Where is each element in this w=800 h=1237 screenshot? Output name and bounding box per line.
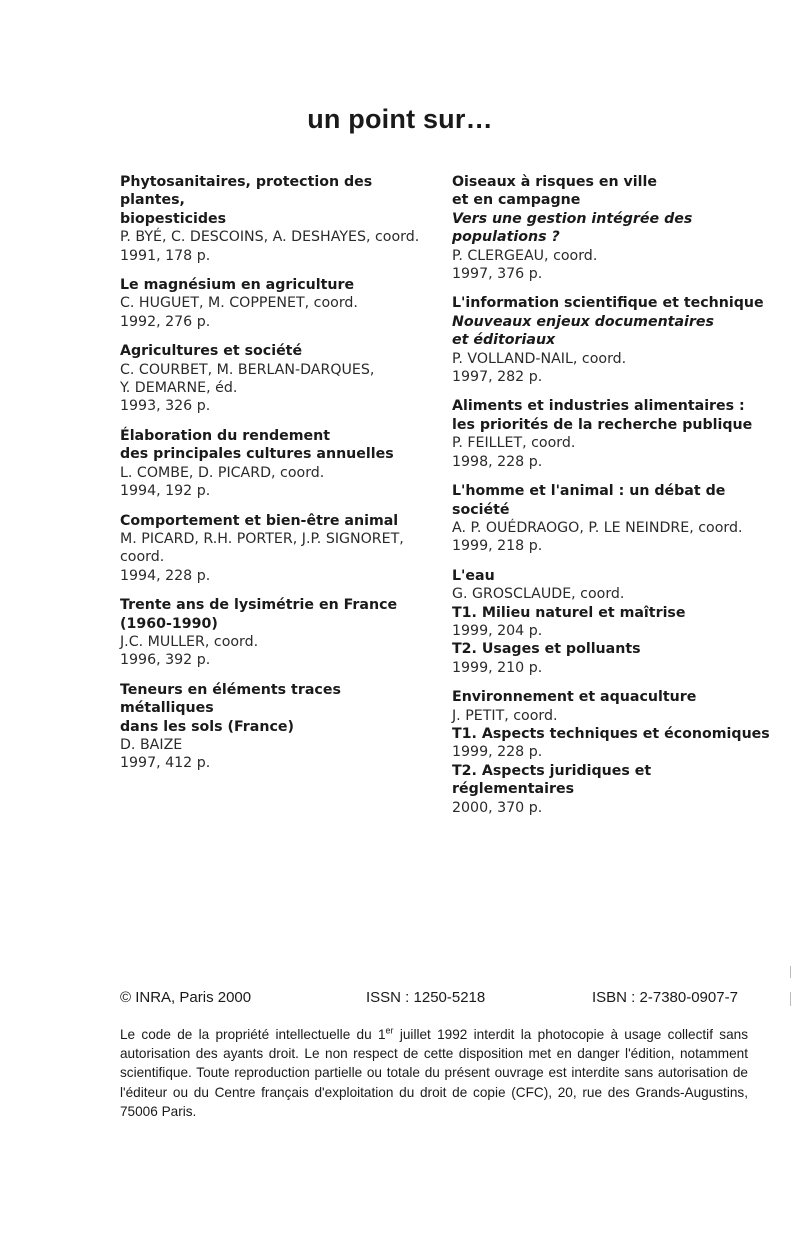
- list-item: [120, 596, 420, 670]
- entry-title: Aliments et industries alimentaires :: [452, 398, 745, 415]
- entry-title: Oiseaux à risques en ville: [452, 174, 657, 190]
- entry-title: L'eau: [452, 567, 495, 584]
- legal-superscript: er: [385, 1025, 394, 1036]
- entry-authors: C. HUGUET, M. COPPENET, coord.: [120, 295, 358, 312]
- entry-title: biopesticides: [120, 210, 227, 227]
- entry-meta: 1999, 210 p.: [452, 659, 543, 676]
- entry-title: (1960-1990): [120, 615, 218, 632]
- entry-authors: C. COURBET, M. BERLAN-DARQUES,: [120, 361, 375, 378]
- entry-meta: 1997, 376 p.: [452, 266, 543, 283]
- entry-title: Comportement et bien-être animal: [120, 512, 399, 529]
- entry-subtitle: Vers une gestion intégrée des populations ?: [452, 210, 693, 246]
- entry-meta: 1999, 204 p.: [452, 622, 543, 639]
- entry-meta: 1999, 218 p.: [452, 538, 543, 555]
- entry-title: les priorités de la recherche publique: [452, 416, 753, 433]
- page-title: un point sur…: [307, 104, 493, 134]
- entry-meta: 1997, 282 p.: [452, 369, 543, 386]
- entry-title: L'information scientifique et technique: [452, 295, 764, 312]
- volume-label: T2. Usages et polluants: [452, 641, 641, 658]
- list-item: [120, 342, 420, 416]
- volume-label: T1. Milieu naturel et maîtrise: [452, 604, 686, 621]
- entry-subtitle: Nouveaux enjeux documentaires: [452, 313, 714, 330]
- entry-authors: P. CLERGEAU, coord.: [452, 247, 598, 264]
- entry-authors: A. P. OUÉDRAOGO, P. LE NEINDRE, coord.: [452, 519, 743, 536]
- entry-authors: coord.: [120, 549, 165, 566]
- entry-meta: 1999, 228 p.: [452, 744, 543, 761]
- left-column: [120, 173, 420, 784]
- list-item: [120, 681, 420, 773]
- scan-edge-mark: [790, 966, 791, 978]
- list-item: [452, 294, 772, 386]
- list-item: [120, 276, 420, 331]
- entry-title: Teneurs en éléments traces métalliques: [120, 681, 341, 717]
- entry-authors: J. PETIT, coord.: [452, 707, 558, 724]
- entry-authors: L. COMBE, D. PICARD, coord.: [120, 464, 325, 481]
- copyright-text: © INRA, Paris 2000: [120, 989, 252, 1006]
- entry-meta: 1992, 276 p.: [120, 313, 211, 330]
- entry-title: Phytosanitaires, protection des plantes,: [120, 174, 373, 209]
- list-item: [120, 427, 420, 501]
- entry-authors: P. FEILLET, coord.: [452, 435, 576, 452]
- list-item: [452, 688, 772, 817]
- entry-meta: 1998, 228 p.: [452, 453, 543, 470]
- volume-label: T1. Aspects techniques et économiques: [452, 725, 770, 742]
- entry-title: dans les sols (France): [120, 718, 294, 735]
- isbn-text: ISBN : 2-7380-0907-7: [592, 989, 738, 1006]
- list-item: [452, 567, 772, 677]
- list-item: [452, 397, 772, 471]
- entry-title: des principales cultures annuelles: [120, 446, 394, 463]
- entry-authors: D. BAIZE: [120, 736, 183, 753]
- entry-title: Élaboration du rendement: [120, 427, 331, 444]
- entry-title: et en campagne: [452, 192, 581, 209]
- entry-meta: 1994, 228 p.: [120, 567, 211, 584]
- entry-title: L'homme et l'animal : un débat de société: [452, 483, 726, 518]
- legal-notice: [120, 1025, 748, 1121]
- entry-title: Agricultures et société: [120, 343, 303, 360]
- volume-label: T2. Aspects juridiques et réglementaires: [452, 762, 652, 798]
- entry-meta: 1994, 192 p.: [120, 483, 211, 500]
- list-item: [120, 512, 420, 586]
- entry-meta: 1996, 392 p.: [120, 652, 211, 669]
- entry-meta: 1997, 412 p.: [120, 755, 211, 772]
- entry-authors: J.C. MULLER, coord.: [120, 633, 259, 650]
- list-item: [452, 173, 772, 283]
- entry-authors: Y. DEMARNE, éd.: [120, 380, 238, 397]
- scan-edge-mark: [790, 992, 791, 1006]
- entry-authors: G. GROSCLAUDE, coord.: [452, 586, 625, 603]
- entry-authors: P. VOLLAND-NAIL, coord.: [452, 350, 627, 367]
- entry-title: Trente ans de lysimétrie en France: [120, 597, 398, 614]
- issn-text: ISSN : 1250-5218: [366, 989, 486, 1006]
- entry-title: Le magnésium en agriculture: [120, 277, 355, 294]
- copyright-line: [120, 989, 740, 1009]
- entry-meta: 1993, 326 p.: [120, 398, 211, 415]
- entry-subtitle: et éditoriaux: [452, 332, 556, 349]
- entry-meta: 1991, 178 p.: [120, 247, 211, 264]
- list-item: [120, 173, 420, 265]
- legal-text: Le code de la propriété intellectuelle du 1: [120, 1027, 386, 1042]
- entry-authors: M. PICARD, R.H. PORTER, J.P. SIGNORET,: [120, 530, 404, 547]
- entry-meta: 2000, 370 p.: [452, 799, 543, 816]
- legal-text: juillet 1992 interdit la photocopie à usage collectif sans autorisation des ayants droit. Le non respect de cette disposition met en danger l'édition, notamment scientifique. Toute reproduction partielle ou totale du présent ouvrage est interdite sans autorisation de l'éditeur ou du Centre français d'exploitation du droit de copie (CFC), 20, rue des Grands-Augustins, 75006 Paris.: [120, 1027, 748, 1119]
- entry-authors: P. BYÉ, C. DESCOINS, A. DESHAYES, coord.: [120, 229, 420, 246]
- list-item: [452, 482, 772, 556]
- right-column: [452, 173, 772, 828]
- entry-title: Environnement et aquaculture: [452, 689, 697, 706]
